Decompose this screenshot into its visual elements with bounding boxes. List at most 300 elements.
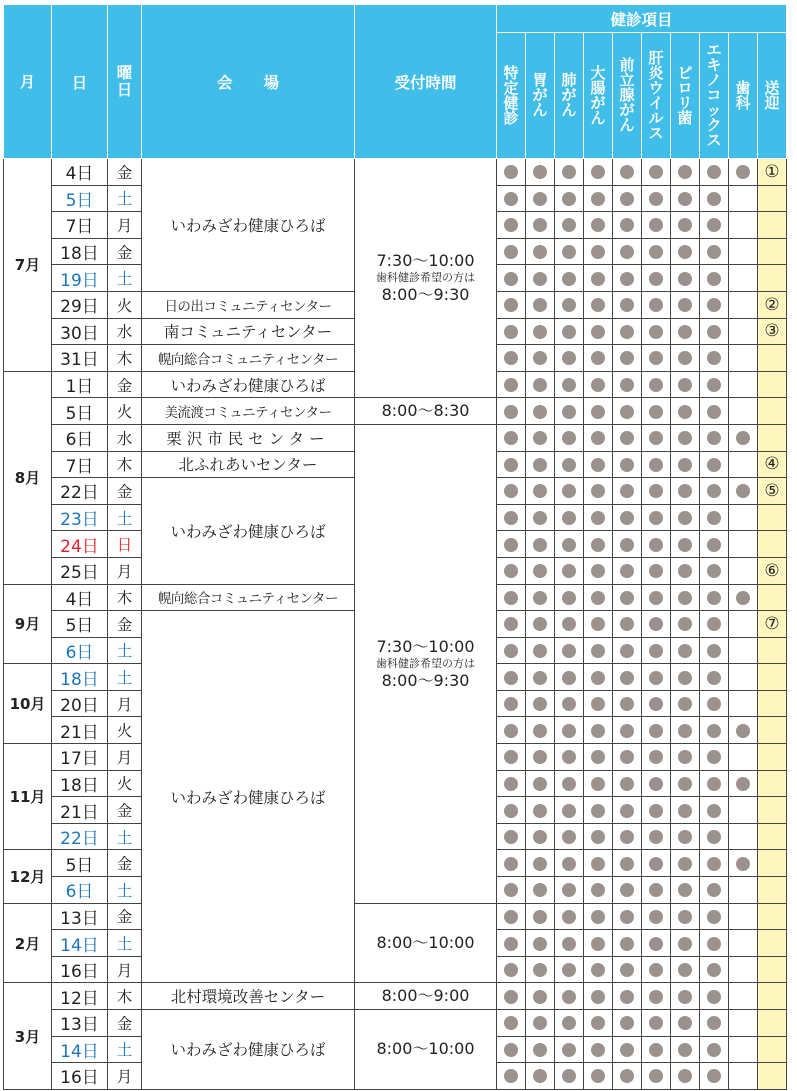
weekday-cell: 火	[108, 398, 142, 425]
venue-cell: いわみざわ健康ひろば	[142, 611, 355, 983]
header-item-9	[758, 33, 787, 159]
available-dot	[562, 325, 576, 339]
weekday-cell: 土	[108, 823, 142, 850]
available-dot	[707, 963, 721, 977]
checkup-item-cell	[555, 983, 584, 1010]
header-item-char: ウ	[648, 78, 664, 97]
day-cell: 7日	[52, 212, 108, 239]
checkup-item-cell	[526, 504, 555, 531]
checkup-item-cell	[584, 1036, 613, 1063]
checkup-item-cell	[671, 983, 700, 1010]
checkup-item-cell	[555, 744, 584, 771]
checkup-item-cell	[555, 717, 584, 744]
day-cell: 30日	[52, 318, 108, 345]
available-dot	[591, 671, 605, 685]
header-day: 日	[52, 5, 108, 159]
weekday-cell: 金	[108, 1010, 142, 1037]
day-cell: 5日	[52, 850, 108, 877]
available-dot	[504, 724, 518, 738]
available-dot	[707, 165, 721, 179]
pickup-cell	[758, 717, 787, 744]
day-cell: 17日	[52, 744, 108, 771]
header-item-char: が	[619, 101, 635, 119]
checkup-item-cell	[700, 212, 729, 239]
day-cell: 13日	[52, 1010, 108, 1037]
checkup-item-cell	[584, 664, 613, 691]
weekday-cell: 金	[108, 611, 142, 638]
checkup-item-cell	[613, 903, 642, 930]
checkup-item-cell	[526, 1063, 555, 1090]
checkup-item-cell	[700, 371, 729, 398]
checkup-item-cell	[555, 504, 584, 531]
checkup-item-cell	[613, 159, 642, 186]
header-item-char: 特	[503, 63, 519, 82]
weekday-cell: 火	[108, 717, 142, 744]
month-cell: 11月	[4, 744, 52, 850]
checkup-item-cell	[642, 159, 671, 186]
header-item-char: ん	[532, 101, 548, 119]
weekday-cell: 土	[108, 185, 142, 212]
pickup-cell	[758, 877, 787, 904]
available-dot	[678, 883, 692, 897]
month-cell: 3月	[4, 983, 52, 1089]
available-dot	[678, 298, 692, 312]
header-item-char: 診	[503, 108, 519, 127]
day-cell: 6日	[52, 877, 108, 904]
available-dot	[678, 1069, 692, 1083]
available-dot	[707, 990, 721, 1004]
checkup-item-cell	[613, 877, 642, 904]
weekday-cell: 火	[108, 291, 142, 318]
available-dot	[533, 724, 547, 738]
available-dot	[678, 538, 692, 552]
checkup-item-cell	[642, 983, 671, 1010]
available-dot	[504, 697, 518, 711]
available-dot	[736, 591, 750, 605]
dental-cell	[729, 1063, 758, 1090]
available-dot	[707, 538, 721, 552]
available-dot	[562, 937, 576, 951]
checkup-item-cell	[642, 531, 671, 558]
checkup-item-cell	[671, 557, 700, 584]
day-cell: 4日	[52, 584, 108, 611]
checkup-item-cell	[642, 850, 671, 877]
checkup-item-cell	[555, 823, 584, 850]
checkup-item-cell	[671, 930, 700, 957]
pickup-cell	[758, 424, 787, 451]
available-dot	[649, 724, 663, 738]
checkup-item-cell	[613, 212, 642, 239]
available-dot	[591, 1069, 605, 1083]
checkup-item-cell	[671, 744, 700, 771]
available-dot	[620, 1043, 634, 1057]
month-cell: 2月	[4, 903, 52, 983]
available-dot	[504, 484, 518, 498]
checkup-item-cell	[671, 770, 700, 797]
available-dot	[707, 591, 721, 605]
available-dot	[678, 830, 692, 844]
checkup-item-cell	[526, 850, 555, 877]
available-dot	[591, 591, 605, 605]
available-dot	[533, 272, 547, 286]
checkup-item-cell	[700, 717, 729, 744]
available-dot	[504, 165, 518, 179]
header-item-char: 科	[735, 93, 751, 112]
checkup-item-cell	[642, 797, 671, 824]
checkup-item-cell	[671, 504, 700, 531]
available-dot	[591, 218, 605, 232]
checkup-item-cell	[555, 956, 584, 983]
checkup-item-cell	[584, 238, 613, 265]
checkup-item-cell	[671, 877, 700, 904]
checkup-item-cell	[584, 983, 613, 1010]
checkup-item-cell	[584, 850, 613, 877]
checkup-item-cell	[584, 318, 613, 345]
checkup-item-cell	[526, 770, 555, 797]
available-dot	[678, 1043, 692, 1057]
checkup-item-cell	[700, 504, 729, 531]
day-cell: 14日	[52, 930, 108, 957]
available-dot	[504, 1069, 518, 1083]
available-dot	[562, 910, 576, 924]
available-dot	[649, 990, 663, 1004]
time-main: 7:30〜10:00	[376, 251, 475, 271]
weekday-cell: 水	[108, 424, 142, 451]
checkup-item-cell	[584, 930, 613, 957]
available-dot	[504, 617, 518, 631]
checkup-item-cell	[613, 850, 642, 877]
dental-cell	[729, 185, 758, 212]
checkup-item-cell	[526, 424, 555, 451]
available-dot	[533, 218, 547, 232]
pickup-cell: ⑥	[758, 557, 787, 584]
checkup-item-cell	[584, 690, 613, 717]
table-row	[4, 159, 787, 186]
header-item-char: エ	[706, 41, 722, 59]
available-dot	[736, 777, 750, 791]
available-dot	[504, 1043, 518, 1057]
available-dot	[649, 937, 663, 951]
checkup-item-cell	[555, 877, 584, 904]
weekday-cell: 金	[108, 797, 142, 824]
pickup-cell: ③	[758, 318, 787, 345]
available-dot	[649, 484, 663, 498]
available-dot	[620, 298, 634, 312]
day-cell: 16日	[52, 956, 108, 983]
checkup-item-cell	[555, 159, 584, 186]
available-dot	[707, 272, 721, 286]
available-dot	[620, 591, 634, 605]
available-dot	[620, 724, 634, 738]
available-dot	[620, 937, 634, 951]
checkup-item-cell	[700, 557, 729, 584]
available-dot	[736, 857, 750, 871]
pickup-cell	[758, 823, 787, 850]
available-dot	[533, 830, 547, 844]
checkup-item-cell	[613, 185, 642, 212]
available-dot	[736, 165, 750, 179]
available-dot	[591, 937, 605, 951]
checkup-item-cell	[497, 212, 526, 239]
checkup-item-cell	[700, 185, 729, 212]
checkup-item-cell	[584, 478, 613, 505]
weekday-cell: 木	[108, 345, 142, 372]
checkup-item-cell	[613, 238, 642, 265]
checkup-item-cell	[526, 1036, 555, 1063]
header-item-char: が	[532, 86, 548, 104]
available-dot	[504, 777, 518, 791]
available-dot	[620, 351, 634, 365]
checkup-item-cell	[613, 717, 642, 744]
available-dot	[649, 830, 663, 844]
checkup-item-cell	[642, 212, 671, 239]
checkup-item-cell	[613, 265, 642, 292]
checkup-item-cell	[584, 1063, 613, 1090]
checkup-item-cell	[642, 1036, 671, 1063]
header-item-char: ん	[561, 101, 577, 119]
header-item-char: ピ	[677, 63, 693, 82]
checkup-item-cell	[613, 611, 642, 638]
available-dot	[707, 405, 721, 419]
checkup-item-cell	[642, 371, 671, 398]
available-dot	[620, 431, 634, 445]
pickup-cell	[758, 584, 787, 611]
available-dot	[649, 1043, 663, 1057]
checkup-item-cell	[497, 318, 526, 345]
available-dot	[678, 910, 692, 924]
checkup-item-cell	[497, 797, 526, 824]
checkup-item-cell	[642, 291, 671, 318]
checkup-item-cell	[671, 531, 700, 558]
available-dot	[649, 697, 663, 711]
available-dot	[562, 165, 576, 179]
weekday-cell: 土	[108, 664, 142, 691]
checkup-item-cell	[497, 159, 526, 186]
day-cell: 22日	[52, 823, 108, 850]
available-dot	[591, 1043, 605, 1057]
checkup-item-cell	[497, 478, 526, 505]
weekday-cell: 金	[108, 850, 142, 877]
dental-cell	[729, 930, 758, 957]
checkup-item-cell	[526, 238, 555, 265]
available-dot	[620, 1016, 634, 1030]
available-dot	[533, 351, 547, 365]
day-cell: 14日	[52, 1036, 108, 1063]
available-dot	[591, 165, 605, 179]
checkup-schedule-table	[3, 4, 787, 1090]
available-dot	[707, 1043, 721, 1057]
checkup-item-cell	[642, 1010, 671, 1037]
checkup-item-cell	[584, 770, 613, 797]
available-dot	[533, 564, 547, 578]
available-dot	[504, 351, 518, 365]
venue-cell: 美流渡コミュニティセンター	[142, 398, 355, 425]
available-dot	[562, 777, 576, 791]
checkup-item-cell	[497, 850, 526, 877]
weekday-cell: 月	[108, 956, 142, 983]
checkup-item-cell	[584, 903, 613, 930]
available-dot	[504, 298, 518, 312]
available-dot	[504, 830, 518, 844]
available-dot	[591, 750, 605, 764]
available-dot	[562, 724, 576, 738]
available-dot	[591, 857, 605, 871]
checkup-item-cell	[671, 637, 700, 664]
weekday-cell: 月	[108, 690, 142, 717]
header-item-char: 肝	[648, 48, 664, 67]
header-weekday	[108, 5, 142, 159]
available-dot	[620, 617, 634, 631]
available-dot	[533, 591, 547, 605]
available-dot	[707, 298, 721, 312]
checkup-item-cell	[613, 956, 642, 983]
checkup-item-cell	[613, 1063, 642, 1090]
available-dot	[562, 857, 576, 871]
available-dot	[504, 963, 518, 977]
checkup-item-cell	[555, 398, 584, 425]
available-dot	[620, 697, 634, 711]
day-cell: 29日	[52, 291, 108, 318]
available-dot	[620, 804, 634, 818]
schedule-table-wrapper	[3, 4, 787, 1090]
checkup-item-cell	[613, 318, 642, 345]
available-dot	[620, 378, 634, 392]
dental-cell	[729, 451, 758, 478]
checkup-item-cell	[584, 504, 613, 531]
available-dot	[533, 538, 547, 552]
available-dot	[620, 564, 634, 578]
available-dot	[504, 272, 518, 286]
pickup-cell	[758, 398, 787, 425]
available-dot	[649, 1016, 663, 1030]
available-dot	[649, 538, 663, 552]
dental-cell	[729, 291, 758, 318]
checkup-item-cell	[497, 504, 526, 531]
available-dot	[649, 511, 663, 525]
checkup-item-cell	[642, 877, 671, 904]
weekday-cell: 水	[108, 318, 142, 345]
available-dot	[562, 830, 576, 844]
available-dot	[562, 1069, 576, 1083]
checkup-item-cell	[671, 398, 700, 425]
checkup-item-cell	[642, 637, 671, 664]
available-dot	[649, 192, 663, 206]
header-item-char: 送	[764, 78, 780, 97]
header-item-2	[555, 33, 584, 159]
available-dot	[504, 591, 518, 605]
available-dot	[591, 564, 605, 578]
checkup-item-cell	[526, 291, 555, 318]
available-dot	[620, 245, 634, 259]
available-dot	[533, 298, 547, 312]
header-item-char: ノ	[706, 71, 722, 89]
checkup-item-cell	[497, 611, 526, 638]
checkup-item-cell	[555, 850, 584, 877]
checkup-item-cell	[700, 1036, 729, 1063]
available-dot	[620, 325, 634, 339]
weekday-cell: 月	[108, 212, 142, 239]
pickup-cell	[758, 345, 787, 372]
day-cell: 4日	[52, 159, 108, 186]
checkup-item-cell	[584, 584, 613, 611]
available-dot	[533, 990, 547, 1004]
checkup-item-cell	[555, 611, 584, 638]
available-dot	[707, 192, 721, 206]
checkup-item-cell	[497, 398, 526, 425]
pickup-cell	[758, 1036, 787, 1063]
checkup-item-cell	[700, 478, 729, 505]
available-dot	[620, 218, 634, 232]
available-dot	[562, 750, 576, 764]
checkup-item-cell	[700, 930, 729, 957]
available-dot	[678, 804, 692, 818]
checkup-item-cell	[613, 1010, 642, 1037]
available-dot	[562, 963, 576, 977]
day-cell: 7日	[52, 451, 108, 478]
checkup-item-cell	[671, 584, 700, 611]
checkup-item-cell	[584, 531, 613, 558]
available-dot	[533, 937, 547, 951]
available-dot	[620, 963, 634, 977]
pickup-cell	[758, 185, 787, 212]
available-dot	[707, 1069, 721, 1083]
pickup-cell	[758, 744, 787, 771]
available-dot	[649, 910, 663, 924]
available-dot	[649, 272, 663, 286]
checkup-item-cell	[584, 797, 613, 824]
dental-cell	[729, 345, 758, 372]
checkup-item-cell	[584, 212, 613, 239]
dental-cell	[729, 850, 758, 877]
checkup-item-cell	[526, 930, 555, 957]
checkup-item-cell	[555, 903, 584, 930]
checkup-item-cell	[642, 770, 671, 797]
weekday-cell: 土	[108, 265, 142, 292]
available-dot	[620, 192, 634, 206]
dental-cell	[729, 983, 758, 1010]
available-dot	[707, 1016, 721, 1030]
checkup-item-cell	[526, 345, 555, 372]
checkup-item-cell	[700, 291, 729, 318]
available-dot	[707, 325, 721, 339]
header-item-char: コ	[706, 86, 722, 104]
checkup-item-cell	[584, 345, 613, 372]
available-dot	[533, 644, 547, 658]
available-dot	[591, 830, 605, 844]
dental-cell	[729, 1010, 758, 1037]
pickup-cell: ②	[758, 291, 787, 318]
available-dot	[707, 671, 721, 685]
available-dot	[591, 883, 605, 897]
weekday-cell: 木	[108, 983, 142, 1010]
dental-cell	[729, 611, 758, 638]
available-dot	[649, 458, 663, 472]
header-item-char: 歯	[735, 78, 751, 97]
checkup-item-cell	[613, 823, 642, 850]
checkup-item-cell	[671, 823, 700, 850]
checkup-item-cell	[526, 823, 555, 850]
available-dot	[504, 245, 518, 259]
checkup-item-cell	[642, 318, 671, 345]
available-dot	[678, 564, 692, 578]
checkup-item-cell	[555, 318, 584, 345]
available-dot	[504, 218, 518, 232]
checkup-item-cell	[555, 690, 584, 717]
dental-cell	[729, 212, 758, 239]
available-dot	[649, 325, 663, 339]
available-dot	[678, 245, 692, 259]
checkup-item-cell	[671, 265, 700, 292]
